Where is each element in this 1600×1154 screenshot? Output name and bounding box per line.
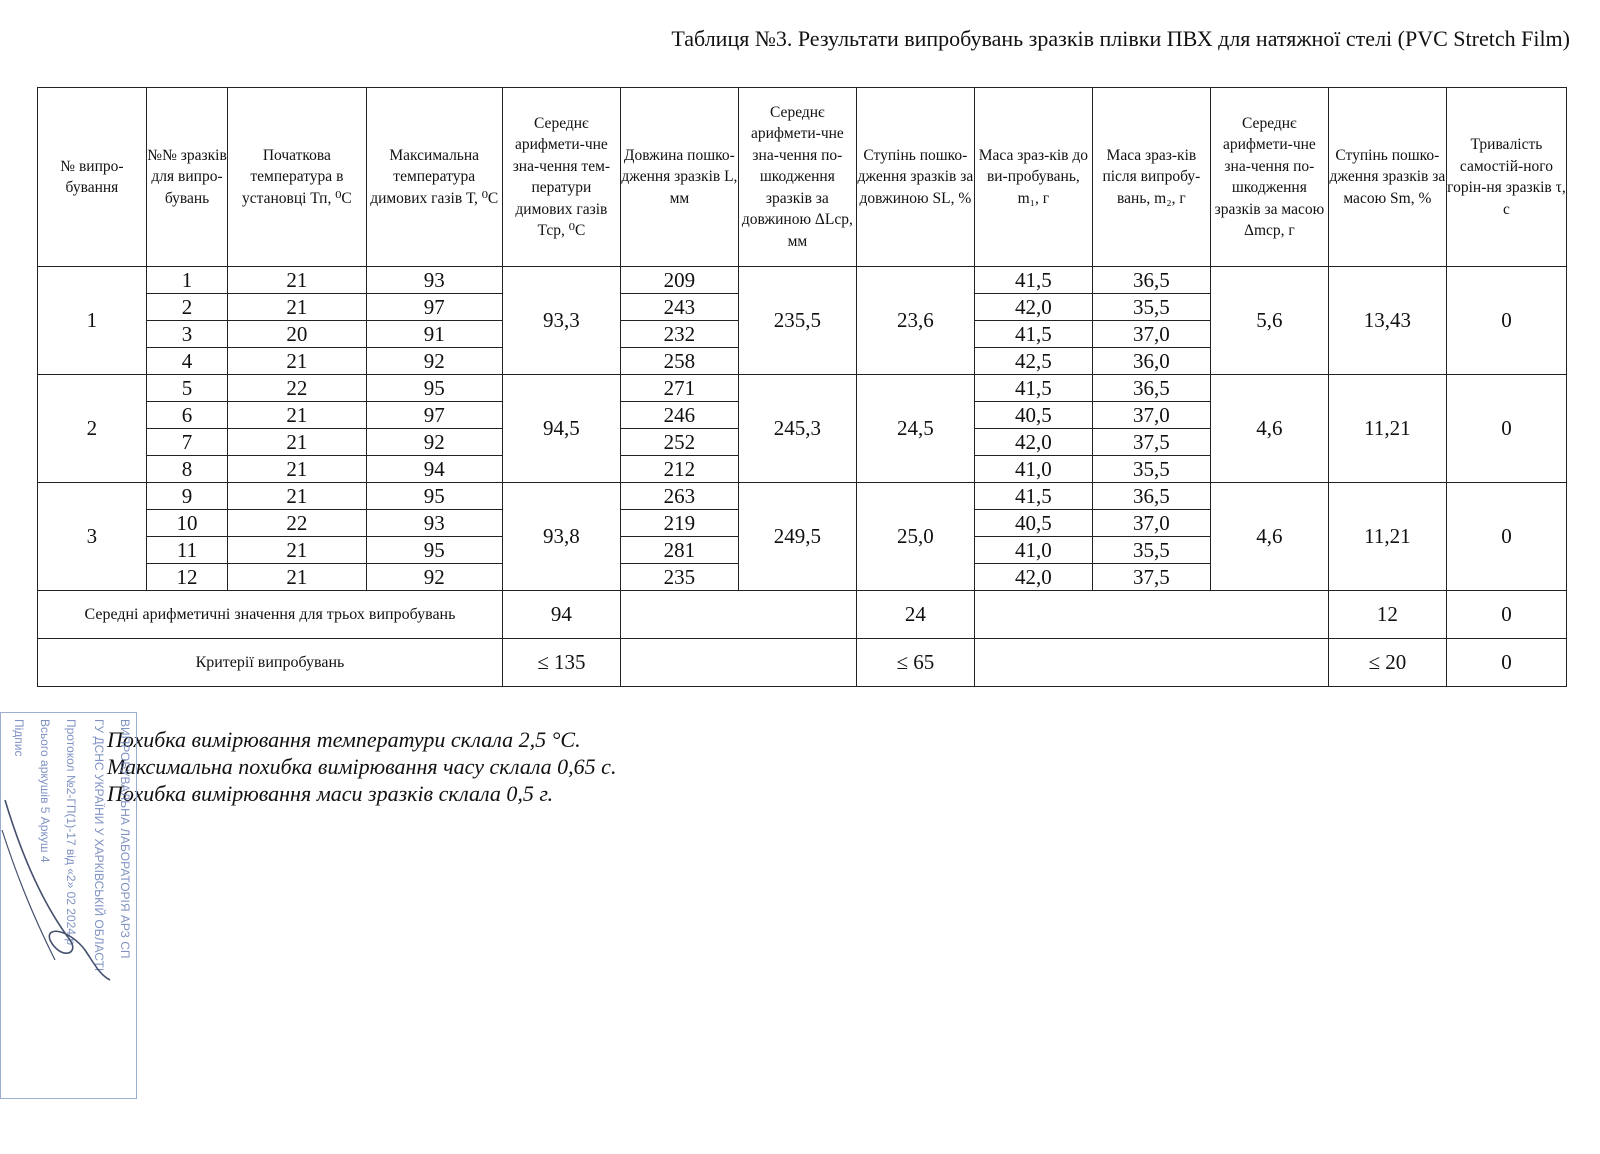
mass-after: 36,0 [1092, 348, 1210, 375]
table-row [38, 267, 1567, 294]
criteria-degree-mass: ≤ 20 [1328, 639, 1446, 687]
header-degree-length: Ступінь пошко-дження зразків за довжиною SL, % [856, 88, 974, 267]
t-initial: 21 [228, 456, 366, 483]
mass-after: 37,5 [1092, 429, 1210, 456]
stamp-line: Підпис [12, 719, 26, 757]
test-number: 2 [38, 375, 147, 483]
mass-before: 40,5 [974, 510, 1092, 537]
t-initial: 21 [228, 267, 366, 294]
mass-before: 41,5 [974, 267, 1092, 294]
t-avg: 94,5 [502, 375, 620, 483]
t-max: 97 [366, 294, 502, 321]
criteria-empty-cell [974, 639, 1328, 687]
summary-t-avg: 94 [502, 591, 620, 639]
t-avg: 93,8 [502, 483, 620, 591]
mass-before: 41,5 [974, 483, 1092, 510]
note-mass: Похибка вимірювання маси зразків склала 0,5 г. [107, 781, 554, 806]
header-test-no: № випро-бування [38, 88, 147, 267]
damage-length: 263 [620, 483, 738, 510]
t-initial: 21 [228, 294, 366, 321]
t-initial: 20 [228, 321, 366, 348]
criteria-degree-length: ≤ 65 [856, 639, 974, 687]
mass-avg: 5,6 [1210, 267, 1328, 375]
damage-length: 258 [620, 348, 738, 375]
header-row [38, 88, 1567, 267]
mass-before: 41,0 [974, 537, 1092, 564]
header-t-avg: Середнє арифмети-чне зна-чення тем-ператури димових газів Тср, ⁰С [502, 88, 620, 267]
damage-length: 271 [620, 375, 738, 402]
mass-after: 37,0 [1092, 402, 1210, 429]
summary-label: Середні арифметичні значення для трьох випробувань [38, 591, 503, 639]
note-time: Максимальна похибка вимірювання часу склала 0,65 с. [107, 754, 617, 779]
t-initial: 22 [228, 375, 366, 402]
burn-duration: 0 [1446, 483, 1566, 591]
criteria-row [38, 639, 1567, 687]
damage-length: 243 [620, 294, 738, 321]
summary-degree-mass: 12 [1328, 591, 1446, 639]
stamp-line: ВИПРОБУВАЛЬНА ЛАБОРАТОРІЯ АРЗ СП [118, 719, 132, 959]
t-initial: 21 [228, 429, 366, 456]
mass-avg: 4,6 [1210, 375, 1328, 483]
sample-number: 3 [146, 321, 227, 348]
t-avg: 93,3 [502, 267, 620, 375]
mass-after: 36,5 [1092, 375, 1210, 402]
handwritten-signature-icon [0, 790, 130, 990]
t-initial: 21 [228, 537, 366, 564]
stamp-line: ГУ ДСНС УКРАЇНИ У ХАРКІВСЬКІЙ ОБЛАСТІ [92, 719, 106, 972]
t-max: 94 [366, 456, 502, 483]
summary-degree-length: 24 [856, 591, 974, 639]
mass-after: 36,5 [1092, 267, 1210, 294]
sample-number: 2 [146, 294, 227, 321]
header-mass-avg: Середнє арифмети-чне зна-чення по-шкодження зразків за масою Δmср, г [1210, 88, 1328, 267]
t-max: 97 [366, 402, 502, 429]
degree-mass: 13,43 [1328, 267, 1446, 375]
note-temperature: Похибка вимірювання температури склала 2,5 °С. [107, 727, 581, 752]
mass-after: 37,5 [1092, 564, 1210, 591]
t-max: 93 [366, 510, 502, 537]
mass-before: 42,0 [974, 294, 1092, 321]
mass-avg: 4,6 [1210, 483, 1328, 591]
sample-number: 8 [146, 456, 227, 483]
stamp-line: Всього аркушів 5 Аркуш 4 [38, 719, 52, 863]
criteria-label: Критерії випробувань [38, 639, 503, 687]
table-row [38, 375, 1567, 402]
t-initial: 21 [228, 402, 366, 429]
t-max: 91 [366, 321, 502, 348]
t-max: 95 [366, 483, 502, 510]
sample-number: 6 [146, 402, 227, 429]
sample-number: 4 [146, 348, 227, 375]
mass-before: 41,0 [974, 456, 1092, 483]
damage-length: 281 [620, 537, 738, 564]
sample-number: 7 [146, 429, 227, 456]
header-t-max: Максимальна температура димових газів Т, ⁰С [366, 88, 502, 267]
summary-row [38, 591, 1567, 639]
degree-mass: 11,21 [1328, 375, 1446, 483]
sample-number: 12 [146, 564, 227, 591]
header-length-avg: Середнє арифмети-чне зна-чення по-шкодження зразків за довжиною ΔLср, мм [738, 88, 856, 267]
mass-after: 37,0 [1092, 321, 1210, 348]
header-t-initial: Початкова температура в установці Тп, ⁰С [228, 88, 366, 267]
degree-length: 23,6 [856, 267, 974, 375]
damage-length: 212 [620, 456, 738, 483]
mass-before: 40,5 [974, 402, 1092, 429]
t-initial: 21 [228, 483, 366, 510]
table-title: Таблиця №3. Результати випробувань зразків плівки ПВХ для натяжної стелі (PVC Stretch Film) [671, 26, 1570, 51]
damage-length: 209 [620, 267, 738, 294]
criteria-duration: 0 [1446, 639, 1566, 687]
criteria-t-avg: ≤ 135 [502, 639, 620, 687]
degree-mass: 11,21 [1328, 483, 1446, 591]
header-degree-mass: Ступінь пошко-дження зразків за масою Sm, % [1328, 88, 1446, 267]
length-avg: 235,5 [738, 267, 856, 375]
damage-length: 232 [620, 321, 738, 348]
header-duration: Тривалість самостій-ного горін-ня зразків τ, с [1446, 88, 1566, 267]
table-row [38, 483, 1567, 510]
length-avg: 245,3 [738, 375, 856, 483]
mass-after: 35,5 [1092, 294, 1210, 321]
sample-number: 10 [146, 510, 227, 537]
t-initial: 21 [228, 348, 366, 375]
test-number: 3 [38, 483, 147, 591]
t-max: 92 [366, 564, 502, 591]
sample-number: 1 [146, 267, 227, 294]
burn-duration: 0 [1446, 375, 1566, 483]
degree-length: 25,0 [856, 483, 974, 591]
t-max: 92 [366, 429, 502, 456]
header-length: Довжина пошко-дження зразків L, мм [620, 88, 738, 267]
t-max: 92 [366, 348, 502, 375]
results-table [37, 87, 1567, 687]
t-initial: 21 [228, 564, 366, 591]
mass-before: 42,0 [974, 564, 1092, 591]
test-number: 1 [38, 267, 147, 375]
mass-before: 41,5 [974, 375, 1092, 402]
burn-duration: 0 [1446, 267, 1566, 375]
mass-before: 42,0 [974, 429, 1092, 456]
mass-before: 41,5 [974, 321, 1092, 348]
criteria-empty-cell [620, 639, 856, 687]
mass-after: 37,0 [1092, 510, 1210, 537]
sample-number: 5 [146, 375, 227, 402]
damage-length: 246 [620, 402, 738, 429]
mass-before: 42,5 [974, 348, 1092, 375]
sample-number: 11 [146, 537, 227, 564]
measurement-notes [107, 726, 616, 807]
mass-after: 36,5 [1092, 483, 1210, 510]
summary-duration: 0 [1446, 591, 1566, 639]
header-sample-no: №№ зразків для випро-бувань [146, 88, 227, 267]
t-initial: 22 [228, 510, 366, 537]
stamp-line: Протокол №2-ГП(1)-17 від «2» 02 2024 р [64, 719, 78, 946]
damage-length: 252 [620, 429, 738, 456]
summary-empty-cell [974, 591, 1328, 639]
header-mass-after: Маса зраз-ків після випробу-вань, m₂, г [1092, 88, 1210, 267]
t-max: 95 [366, 375, 502, 402]
header-mass-before: Маса зраз-ків до ви-пробувань, m₁, г [974, 88, 1092, 267]
mass-after: 35,5 [1092, 456, 1210, 483]
damage-length: 219 [620, 510, 738, 537]
t-max: 95 [366, 537, 502, 564]
length-avg: 249,5 [738, 483, 856, 591]
degree-length: 24,5 [856, 375, 974, 483]
summary-empty-cell [620, 591, 856, 639]
sample-number: 9 [146, 483, 227, 510]
t-max: 93 [366, 267, 502, 294]
damage-length: 235 [620, 564, 738, 591]
mass-after: 35,5 [1092, 537, 1210, 564]
